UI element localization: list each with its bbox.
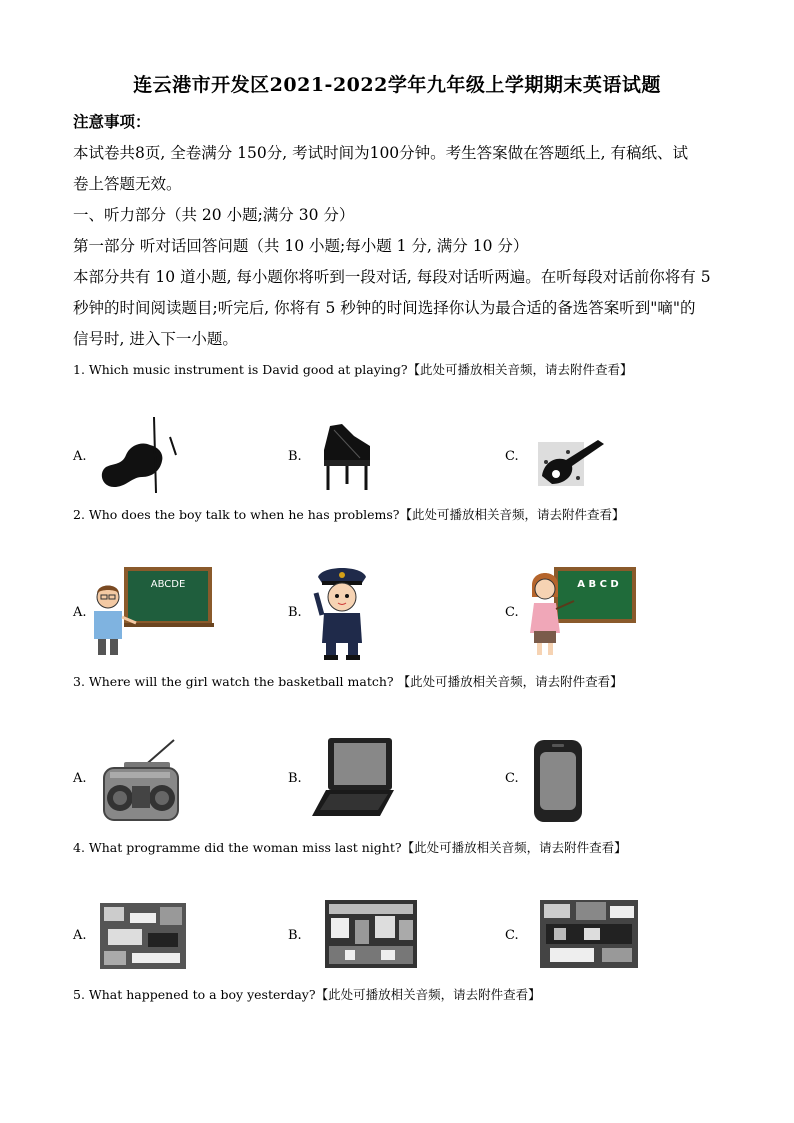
board-text-2: A B C D (577, 579, 619, 590)
part-heading: 第一部分 听对话回答问题（共 10 小题;每小题 1 分, 满分 10 分） (73, 237, 529, 255)
notice-line-1: 本试卷共8页, 全卷满分 150分, 考试时间为100分钟。考生答案做在答题纸上, 有稿纸、试 (73, 144, 689, 162)
q4-option-b-label: B. (288, 928, 302, 943)
guitar-icon (538, 432, 608, 487)
q2-option-a-label: A. (73, 605, 87, 620)
violin-icon (92, 415, 182, 495)
photo-3-icon (540, 900, 638, 968)
instruction-line-1: 本部分共有 10 道小题, 每小题你将听到一段对话, 每段对话听两遍。在听每段对话前你将有 5 (73, 268, 711, 286)
q2-option-b-label: B. (288, 605, 302, 620)
q3-option-a-label: A. (73, 771, 87, 786)
page-title: 连云港市开发区2021-2022学年九年级上学期期末英语试题 (133, 74, 661, 96)
female-teacher-icon (526, 563, 638, 658)
photo-2-icon (325, 900, 417, 968)
q4-option-a-label: A. (73, 928, 87, 943)
q1-option-a-label: A. (73, 449, 87, 464)
mobile-phone-icon (532, 738, 584, 824)
male-teacher-icon (92, 563, 217, 658)
q3-option-b-label: B. (288, 771, 302, 786)
q2-option-c-label: C. (505, 605, 519, 620)
question-5: 5. What happened to a boy yesterday?【此处可播放相关音频，请去附件查看】 (73, 987, 541, 1002)
photo-1-icon (100, 903, 186, 969)
q1-option-c-label: C. (505, 449, 519, 464)
notice-heading: 注意事项： (73, 112, 151, 131)
q1-option-b-label: B. (288, 449, 302, 464)
question-3: 3. Where will the girl watch the basketball match? 【此处可播放相关音频，请去附件查看】 (73, 674, 623, 689)
section-heading: 一、听力部分（共 20 小题;满分 30 分） (73, 206, 355, 224)
question-1: 1. Which music instrument is David good at playing?【此处可播放相关音频，请去附件查看】 (73, 362, 633, 377)
radio-icon (102, 738, 180, 823)
q4-option-c-label: C. (505, 928, 519, 943)
police-officer-icon (312, 563, 372, 661)
q3-option-c-label: C. (505, 771, 519, 786)
piano-icon (320, 420, 375, 492)
notice-line-2: 卷上答题无效。 (73, 175, 182, 193)
laptop-icon (310, 736, 398, 818)
instruction-line-3: 信号时, 进入下一小题。 (73, 330, 238, 348)
question-2: 2. Who does the boy talk to when he has problems?【此处可播放相关音频，请去附件查看】 (73, 507, 625, 522)
board-text-1: ABCDE (150, 579, 186, 590)
question-4: 4. What programme did the woman miss last night?【此处可播放相关音频，请去附件查看】 (73, 840, 627, 855)
instruction-line-2: 秒钟的时间阅读题目;听完后, 你将有 5 秒钟的时间选择你认为最合适的备选答案听到"嘀"的 (73, 299, 696, 317)
